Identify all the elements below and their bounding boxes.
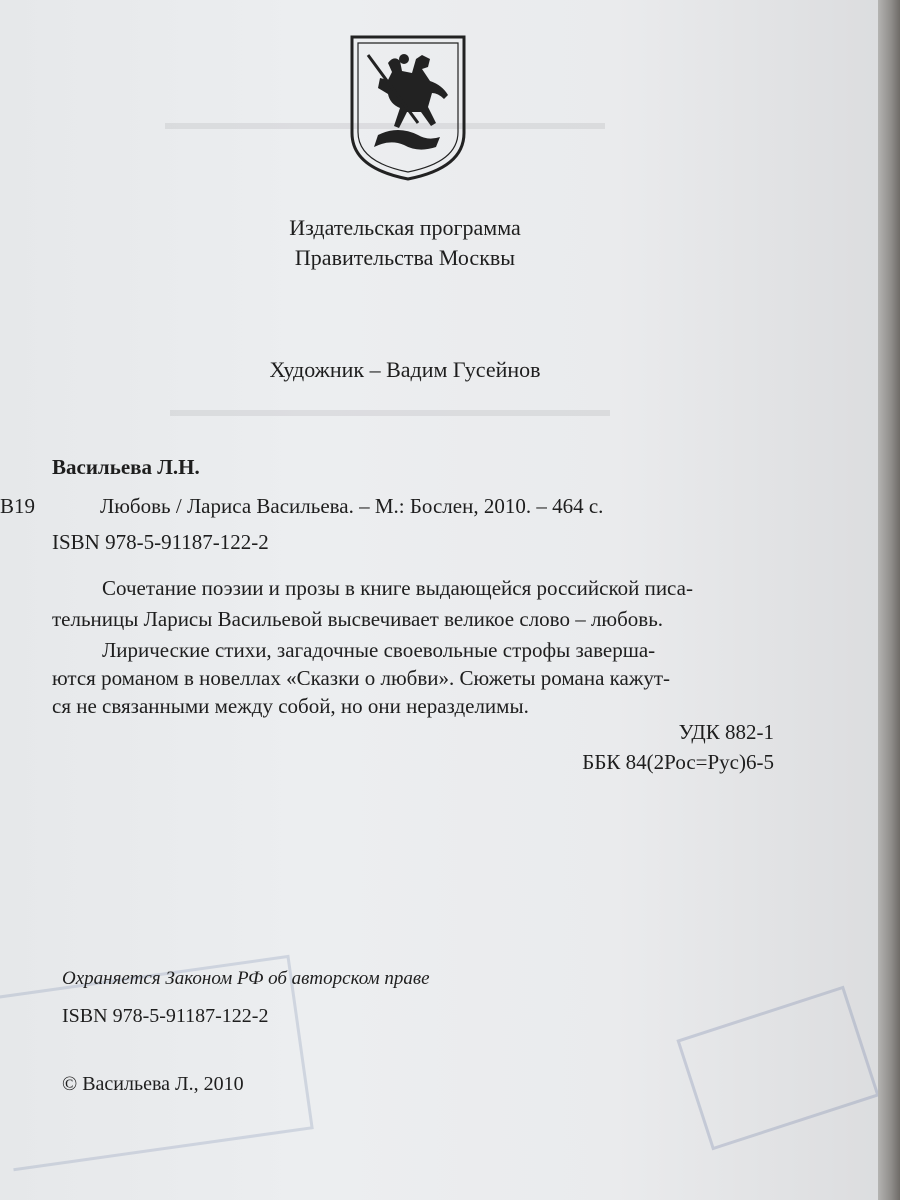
bibliographic-entry: Любовь / Лариса Васильева. – М.: Бослен, 2010. – 464 с.	[100, 494, 604, 518]
copyright-notice: Охраняется Законом РФ об авторском праве	[62, 968, 430, 989]
moscow-coat-of-arms-icon	[348, 33, 468, 183]
page-edge	[878, 0, 900, 1200]
publisher-line-1: Издательская программа	[289, 215, 521, 240]
annotation-line: Сочетание поэзии и прозы в книге выдающейся российской писа-	[102, 576, 693, 600]
annotation-line: тельницы Ларисы Васильевой высвечивает великое слово – любовь.	[52, 607, 664, 631]
author-heading: Васильева Л.Н.	[52, 455, 200, 479]
annotation-line: ся не связанными между собой, но они неразделимы.	[52, 694, 529, 718]
annotation-line: Лирические стихи, загадочные своевольные строфы заверша-	[102, 638, 656, 662]
stamp-mark	[676, 986, 878, 1151]
isbn-legal: ISBN 978-5-91187-122-2	[62, 1005, 269, 1027]
library-code: В19	[0, 494, 36, 518]
isbn-catalog: ISBN 978-5-91187-122-2	[52, 530, 269, 554]
show-through-rule	[170, 410, 610, 416]
annotation-line: ются романом в новеллах «Сказки о любви». Сюжеты романа кажут-	[52, 666, 671, 690]
artist-credit: Художник – Вадим Гусейнов	[269, 357, 541, 382]
udk-code: УДК 882-1	[678, 720, 774, 744]
publisher-line-2: Правительства Москвы	[294, 245, 516, 270]
copyright-line: © Васильева Л., 2010	[62, 1073, 244, 1095]
bbk-code: ББК 84(2Рос=Рус)6-5	[582, 750, 774, 774]
